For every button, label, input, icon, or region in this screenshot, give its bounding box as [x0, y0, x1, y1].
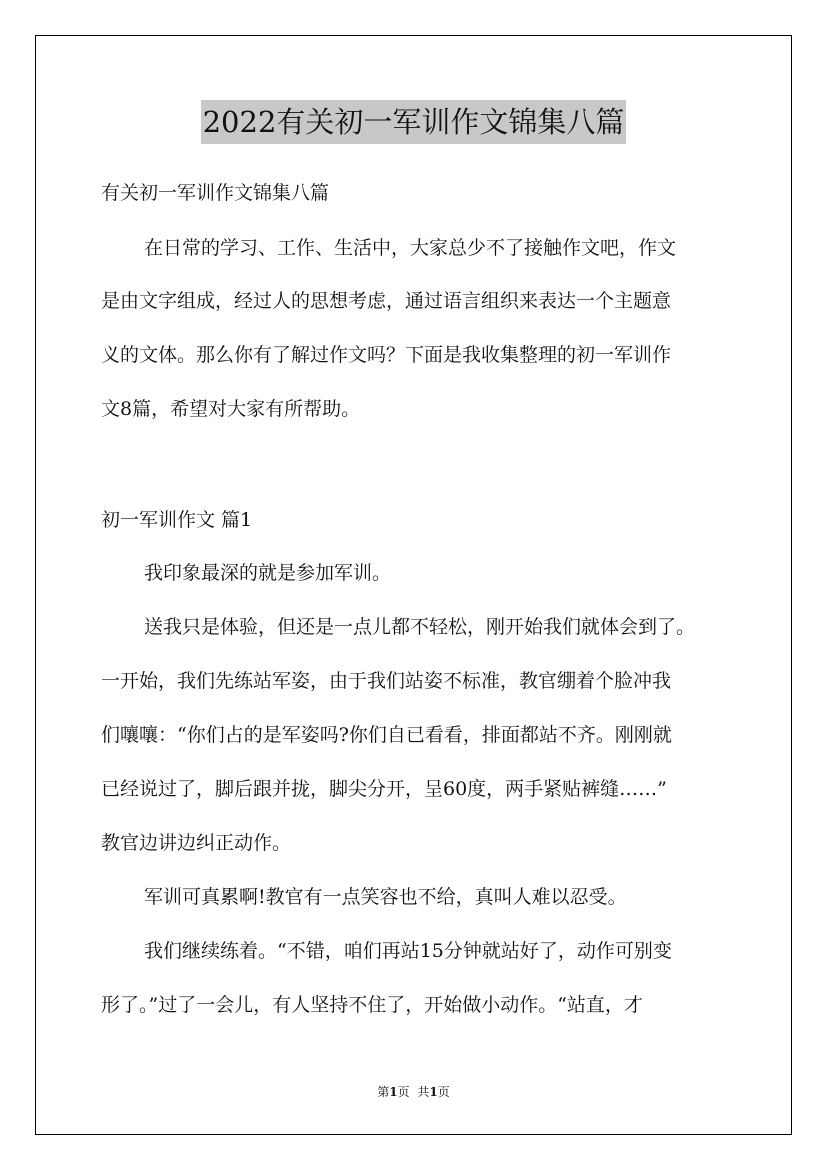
body-line: 已经说过了，脚后跟并拢，脚尖分开，呈60度，两手紧贴裤缝……”	[101, 778, 667, 800]
footer-page-prefix: 第	[377, 1085, 390, 1099]
body-line: 送我只是体验，但还是一点儿都不轻松，刚开始我们就体会到了。	[144, 616, 696, 638]
body-line: 军训可真累啊!教官有一点笑容也不给，真叫人难以忍受。	[144, 886, 627, 908]
body-line: 一开始，我们先练站军姿，由于我们站姿不标准，教官绷着个脸冲我	[101, 670, 672, 692]
intro-line: 义的文体。那么你有了解过作文吗？下面是我收集整理的初一军训作	[101, 344, 672, 366]
body-line: 形了。”过了一会儿，有人坚持不住了，开始做小动作。“站直，才	[101, 994, 643, 1016]
body-line: 们嚷嚷：“你们占的是军姿吗?你们自已看看，排面都站不齐。刚刚就	[101, 724, 672, 746]
footer-total-suffix: 页	[437, 1085, 450, 1099]
section-heading: 初一军训作文 篇1	[101, 509, 253, 531]
footer-total-number: 1	[429, 1085, 438, 1099]
intro-line: 是由文字组成，经过人的思想考虑，通过语言组织来表达一个主题意	[101, 290, 672, 312]
intro-line: 在日常的学习、工作、生活中，大家总少不了接触作文吧，作文	[144, 237, 677, 259]
footer-page-suffix: 页	[397, 1085, 410, 1099]
footer-page-number: 1	[389, 1085, 398, 1099]
body-line: 我们继续练着。“不错，咱们再站15分钟就站好了，动作可别变	[144, 940, 672, 962]
document-subtitle: 有关初一军训作文锦集八篇	[101, 182, 330, 204]
footer-total-prefix: 共	[417, 1085, 430, 1099]
intro-line: 文8篇，希望对大家有所帮助。	[101, 398, 361, 420]
page-footer	[0, 1084, 827, 1100]
body-line: 我印象最深的就是参加军训。	[144, 562, 392, 584]
body-line: 教官边讲边纠正动作。	[101, 832, 292, 854]
title-container	[0, 100, 827, 144]
document-title: 2022有关初一军训作文锦集八篇	[201, 100, 627, 144]
